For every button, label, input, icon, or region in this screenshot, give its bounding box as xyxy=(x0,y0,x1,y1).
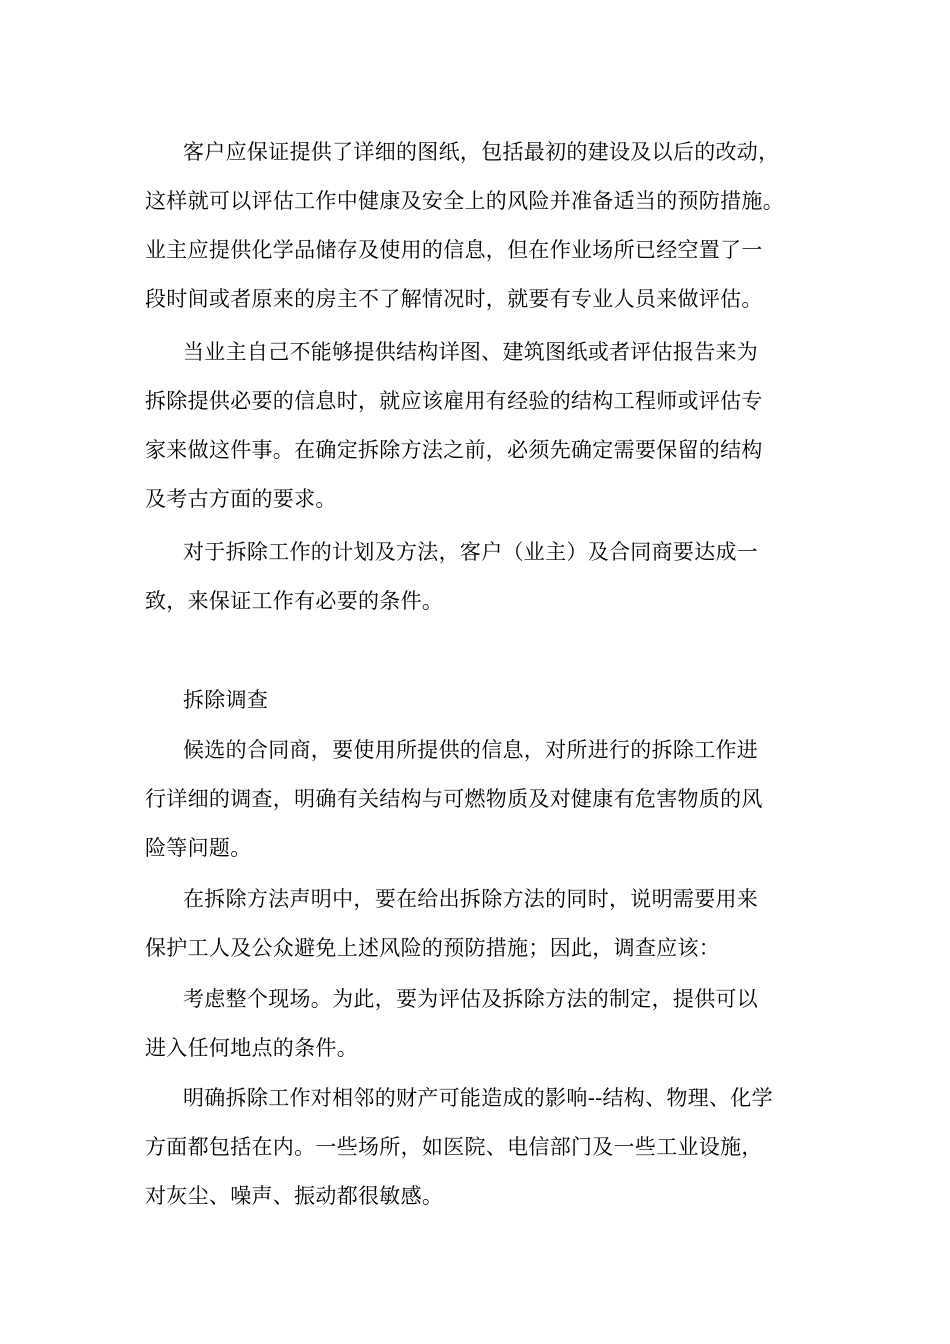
text-line: 考虑整个现场。为此，要为评估及拆除方法的制定，提供可以 xyxy=(183,987,759,1011)
text-line: 明确拆除工作对相邻的财产可能造成的影响--结构、物理、化学 xyxy=(183,1086,773,1110)
text-line: 险等问题。 xyxy=(145,836,252,860)
text-line: 行详细的调查，明确有关结构与可燃物质及对健康有危害物质的风 xyxy=(145,787,763,811)
text-line: 当业主自己不能够提供结构详图、建筑图纸或者评估报告来为 xyxy=(183,340,759,364)
text-line: 进入任何地点的条件。 xyxy=(145,1036,358,1060)
text-line: 业主应提供化学品储存及使用的信息，但在作业场所已经空置了一 xyxy=(145,238,763,262)
text-line: 致，来保证工作有必要的条件。 xyxy=(145,589,444,613)
text-line: 保护工人及公众避免上述风险的预防措施；因此，调查应该： xyxy=(145,936,721,960)
text-line: 客户应保证提供了详细的图纸，包括最初的建设及以后的改动， xyxy=(183,140,780,164)
text-line: 对灰尘、噪声、振动都很敏感。 xyxy=(145,1184,444,1208)
text-line: 段时间或者原来的房主不了解情况时，就要有专业人员来做评估。 xyxy=(145,287,763,311)
text-line: 候选的合同商，要使用所提供的信息，对所进行的拆除工作进 xyxy=(183,738,759,762)
text-line: 方面都包括在内。一些场所，如医院、电信部门及一些工业设施， xyxy=(145,1135,763,1159)
text-line: 这样就可以评估工作中健康及安全上的风险并准备适当的预防措施。 xyxy=(145,189,784,213)
text-line: 对于拆除工作的计划及方法，客户（业主）及合同商要达成一 xyxy=(183,540,759,564)
section-heading: 拆除调查 xyxy=(183,688,269,712)
text-line: 在拆除方法声明中，要在给出拆除方法的同时，说明需要用来 xyxy=(183,887,759,911)
text-line: 及考古方面的要求。 xyxy=(145,487,337,511)
text-line: 拆除提供必要的信息时，就应该雇用有经验的结构工程师或评估专 xyxy=(145,389,763,413)
text-line: 家来做这件事。在确定拆除方法之前，必须先确定需要保留的结构 xyxy=(145,438,763,462)
